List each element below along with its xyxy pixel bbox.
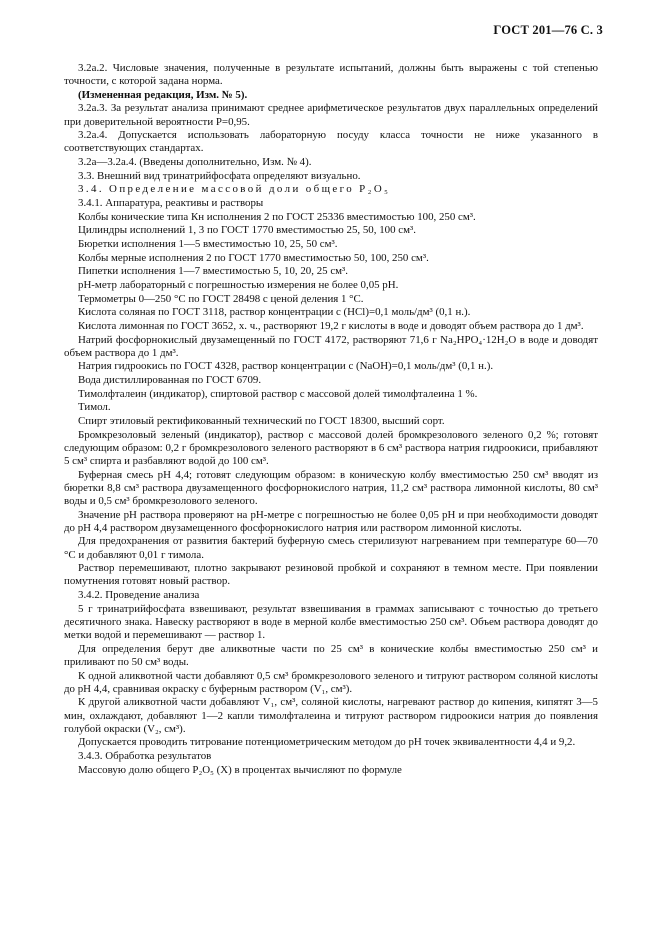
paragraph: Термометры 0—250 °С по ГОСТ 28498 с ценой деления 1 °С.: [78, 292, 364, 305]
paragraph: Колбы мерные исполнения 2 по ГОСТ 1770 вместимостью 50, 100, 250 см³.: [78, 251, 429, 264]
paragraph: Для предохранения от развития бактерий буферную смесь стерилизуют нагреванием при температуре 60—70 °С и добавляют 0,01 г тимола.: [64, 535, 598, 561]
paragraph: 3.2а.4. Допускается использовать лабораторную посуду класса точности не ниже указанного в соответствующих стандартах.: [64, 129, 598, 155]
paragraph: Буферная смесь рН 4,4; готовят следующим образом: в коническую колбу вместимостью 250 см³ вводят из бюретки 8,8 см³ раствора двузамещенного фосфорнокислого натрия, 11,2 см³ раствора лимонной кислоты, 80 см³ воды и 0,5 см³ бромкрезолового зеленого.: [64, 468, 598, 507]
paragraph: (Измененная редакция, Изм. № 5).: [78, 88, 248, 101]
paragraph: Кислота соляная по ГОСТ 3118, раствор концентрации с (HCl)=0,1 моль/дм³ (0,1 н.).: [78, 306, 471, 319]
paragraph: 3.4.3. Обработка результатов: [78, 749, 212, 762]
paragraph: Натрий фосфорнокислый двузамещенный по ГОСТ 4172, растворяют 71,6 г Na₂HPO₄·12H₂O в воде и доводят объем раствора до 1 дм³.: [64, 333, 598, 359]
paragraph: Спирт этиловый ректификованный технический по ГОСТ 18300, высший сорт.: [78, 415, 445, 428]
paragraph: Бромкрезоловый зеленый (индикатор), раствор с массовой долей бромкрезолового зеленого 0,2 %; готовят следующим образом: 0,2 г бромкрезолового зеленого растворяют в 6 см³ раствора натрия гидроокиси, прибавляют 5 см³ спирта и разбавляют водой до 100 см³.: [64, 428, 598, 468]
paragraph: Бюретки исполнения 1—5 вместимостью 10, 25, 50 см³.: [78, 238, 338, 251]
paragraph: К одной аликвотной части добавляют 0,5 см³ бромкрезолового зеленого и титруют раствором соляной кислоты до рН 4,4, сравнивая окраску с буферным раствором (V₁, см³).: [64, 669, 598, 695]
paragraph: 3.2а.2. Числовые значения, полученные в результате испытаний, должны быть выражены с той степенью точности, с которой задана норма.: [64, 62, 598, 88]
paragraph: Для определения берут две аликвотные части по 25 см³ в конические колбы вместимостью 250 см³ и приливают по 50 см³ воды.: [64, 642, 598, 668]
paragraph: Тимол.: [78, 401, 111, 414]
paragraph: 3.4.1. Аппаратура, реактивы и растворы: [78, 197, 264, 210]
paragraph: Допускается проводить титрование потенциометрическим методом до рН точек эквивалентности 4,4 и 9,2.: [78, 736, 576, 749]
paragraph: 3.4. Определение массовой доли общего P₂O₅: [78, 183, 391, 196]
page-header: ГОСТ 201—76 С. 3: [493, 23, 603, 37]
paragraph: 5 г тринатрийфосфата взвешивают, результат взвешивания в граммах записывают с точностью до третьего десятичного знака. Навеску растворяют в воде в мерной колбе вместимостью 250 см³. Объем раствора доводят до метки водой и перемешивают — раствор 1.: [64, 602, 598, 642]
paragraph: К другой аликвотной части добавляют V₁, см³, соляной кислоты, нагревают раствор до кипения, кипятят 3—5 мин, охлаждают, добавляют 1—2 капли тимолфталеина и титруют раствором гидроокиси натрия до появления голубой окраски (V₂, см³).: [64, 696, 598, 735]
paragraph: Раствор перемешивают, плотно закрывают резиновой пробкой и сохраняют в темном месте. При появлении помутнения готовят новый раствор.: [64, 562, 598, 588]
paragraph: Колбы конические типа Кн исполнения 2 по ГОСТ 25336 вместимостью 100, 250 см³.: [78, 210, 476, 223]
paragraph: Пипетки исполнения 1—7 вместимостью 5, 10, 20, 25 см³.: [78, 265, 349, 278]
paragraph: Массовую долю общего P₂O₅ (X) в процентах вычисляют по формуле: [78, 763, 402, 776]
paragraph: 3.2а.3. За результат анализа принимают среднее арифметическое результатов двух параллельных определений при доверительной вероятности Р=0,95.: [64, 102, 598, 128]
paragraph: Натрия гидроокись по ГОСТ 4328, раствор концентрации с (NaOH)=0,1 моль/дм³ (0,1 н.).: [78, 360, 494, 373]
paragraph: рН-метр лабораторный с погрешностью измерения не более 0,05 рН.: [78, 279, 399, 291]
paragraph: Значение рН раствора проверяют на рН-метре с погрешностью не более 0,05 рН и при необходимости доводят до рН 4,4 раствором двузамещенного фосфорнокислого натрия или раствором лимонной кислоты.: [64, 508, 598, 534]
paragraph: Кислота лимонная по ГОСТ 3652, х. ч., растворяют 19,2 г кислоты в воде и доводят объем раствора до 1 дм³.: [78, 319, 584, 332]
paragraph: Вода дистиллированная по ГОСТ 6709.: [78, 374, 262, 387]
paragraph: Цилиндры исполнений 1, 3 по ГОСТ 1770 вместимостью 25, 50, 100 см³.: [78, 224, 416, 237]
paragraph: Тимолфталеин (индикатор), спиртовой раствор с массовой долей тимолфталеина 1 %.: [78, 387, 478, 400]
document-body: [64, 62, 598, 777]
paragraph: 3.2а—3.2а.4. (Введены дополнительно, Изм. № 4).: [78, 156, 312, 169]
paragraph: 3.3. Внешний вид тринатрийфосфата определяют визуально.: [78, 169, 361, 182]
paragraph: 3.4.2. Проведение анализа: [78, 589, 200, 602]
